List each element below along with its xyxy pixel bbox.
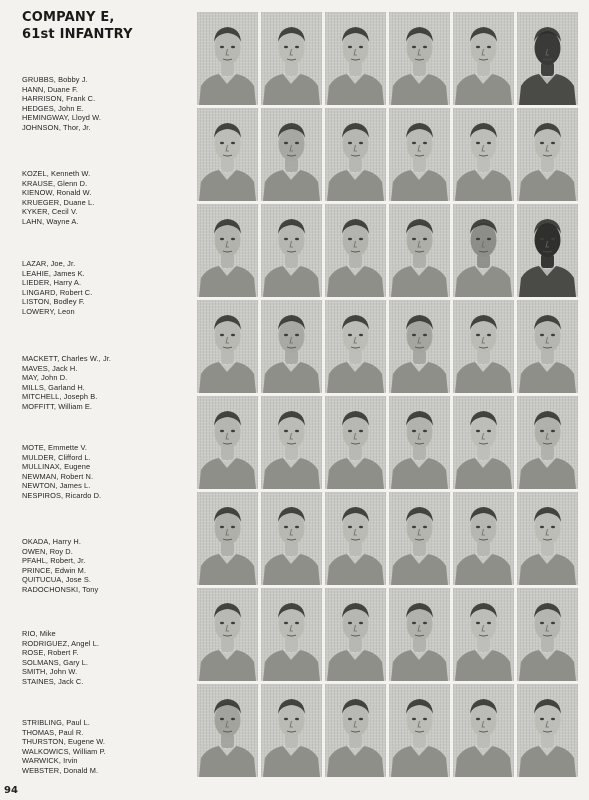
portrait-silhouette [261, 396, 322, 489]
portrait-photo [517, 396, 578, 489]
portrait-silhouette [261, 684, 322, 777]
portrait-silhouette [389, 684, 450, 777]
portrait-silhouette [197, 12, 258, 105]
portrait-silhouette [197, 684, 258, 777]
portrait-silhouette [325, 492, 386, 585]
portrait-photo [261, 204, 322, 297]
portrait-silhouette [453, 396, 514, 489]
portrait-silhouette [325, 588, 386, 681]
person-name: JOHNSON, Thor, Jr. [22, 122, 91, 132]
portrait-photo [261, 300, 322, 393]
person-name: KIENOW, Ronald W. [22, 188, 92, 198]
portrait-silhouette [261, 588, 322, 681]
person-name: PFAHL, Robert, Jr. [22, 556, 86, 566]
person-name: NEWTON, James L. [22, 481, 91, 491]
page-number: 94 [4, 785, 18, 796]
portrait-row-6 [197, 492, 581, 587]
portrait-silhouette [453, 300, 514, 393]
portrait-silhouette [197, 396, 258, 489]
portrait-photo [261, 396, 322, 489]
portrait-row-1 [197, 12, 581, 107]
person-name: LEAHIE, James K. [22, 268, 85, 278]
person-name: OWEN, Roy D. [22, 546, 73, 556]
person-name: LIEDER, Harry A. [22, 278, 82, 288]
portrait-photo [197, 204, 258, 297]
person-name: MILLS, Garland H. [22, 382, 85, 392]
portrait-silhouette [197, 204, 258, 297]
portrait-silhouette [453, 492, 514, 585]
portrait-silhouette [197, 588, 258, 681]
portrait-photo [325, 108, 386, 201]
person-name: MOTE, Emmette V. [22, 443, 87, 452]
portrait-photo [517, 588, 578, 681]
portrait-photo [261, 588, 322, 681]
person-name: PRINCE, Edwin M. [22, 565, 87, 575]
person-name: QUITUCUA, Jose S. [22, 575, 92, 585]
person-name: HEMINGWAY, Lloyd W. [22, 113, 101, 123]
portrait-row-4 [197, 300, 581, 395]
portrait-row-3 [197, 204, 581, 299]
portrait-photo [197, 492, 258, 585]
company-title-line-1: COMPANY E, [22, 10, 115, 25]
person-name: OKADA, Harry H. [22, 537, 81, 546]
portrait-photo [325, 684, 386, 777]
name-group-4 [22, 354, 192, 412]
person-name: LOWERY, Leon [22, 306, 75, 316]
portrait-photo [197, 684, 258, 777]
portrait-silhouette [517, 12, 578, 105]
person-name: ROSE, Robert F. [22, 648, 79, 658]
portrait-silhouette [453, 684, 514, 777]
portrait-photo [453, 12, 514, 105]
portrait-silhouette [453, 204, 514, 297]
portrait-photo [517, 12, 578, 105]
portrait-photo [325, 588, 386, 681]
portrait-silhouette [389, 108, 450, 201]
portrait-photo [389, 588, 450, 681]
portrait-silhouette [517, 684, 578, 777]
portrait-silhouette [197, 108, 258, 201]
portrait-silhouette [197, 300, 258, 393]
portrait-silhouette [453, 12, 514, 105]
portrait-photo [261, 684, 322, 777]
portrait-photo [517, 684, 578, 777]
name-group-2 [22, 169, 192, 227]
portrait-row-5 [197, 396, 581, 491]
person-name: HANN, Duane F. [22, 84, 79, 94]
portrait-photo [325, 204, 386, 297]
person-name: KRUEGER, Duane L. [22, 197, 95, 207]
portrait-silhouette [517, 108, 578, 201]
portrait-photo [197, 108, 258, 201]
name-group-5 [22, 443, 192, 501]
person-name: KOZEL, Kenneth W. [22, 169, 91, 178]
portrait-photo [453, 588, 514, 681]
person-name: STRIBLING, Paul L. [22, 718, 90, 727]
portrait-photo [389, 108, 450, 201]
portrait-silhouette [261, 12, 322, 105]
portrait-photo [197, 12, 258, 105]
portrait-row-2 [197, 108, 581, 203]
portrait-photo [453, 300, 514, 393]
person-name: RADOCHONSKI, Tony [22, 584, 99, 594]
person-name: HEDGES, John E. [22, 103, 84, 113]
portrait-silhouette [261, 108, 322, 201]
portrait-photo [325, 12, 386, 105]
person-name: MULLINAX, Eugene [22, 462, 91, 472]
portrait-photo [453, 396, 514, 489]
portrait-silhouette [325, 12, 386, 105]
portrait-photo [389, 492, 450, 585]
person-name: NEWMAN, Robert N. [22, 471, 94, 481]
portrait-photo [389, 300, 450, 393]
person-name: WARWICK, Irvin [22, 756, 78, 766]
person-name: KRAUSE, Glenn D. [22, 178, 88, 188]
portrait-silhouette [517, 300, 578, 393]
portrait-photo [325, 492, 386, 585]
person-name: MACKETT, Charles W., Jr. [22, 354, 112, 363]
person-name: MOFFITT, William E. [22, 401, 93, 411]
portrait-photo [197, 396, 258, 489]
portrait-photo [197, 588, 258, 681]
portrait-silhouette [389, 300, 450, 393]
person-name: LAHN, Wayne A. [22, 216, 79, 226]
name-group-1 [22, 75, 192, 133]
person-name: MAVES, Jack H. [22, 363, 78, 373]
portrait-silhouette [325, 204, 386, 297]
person-name: THURSTON, Eugene W. [22, 737, 106, 747]
portrait-silhouette [325, 396, 386, 489]
portrait-silhouette [261, 300, 322, 393]
portrait-photo [453, 492, 514, 585]
name-group-3 [22, 259, 192, 317]
portrait-photo [261, 108, 322, 201]
person-name: SMITH, John W. [22, 667, 78, 677]
portrait-silhouette [453, 588, 514, 681]
portrait-silhouette [261, 204, 322, 297]
portrait-photo [517, 300, 578, 393]
person-name: STAINES, Jack C. [22, 676, 84, 686]
person-name: RIO, Mike [22, 629, 56, 638]
person-name: MULDER, Clifford L. [22, 452, 91, 462]
name-group-6 [22, 537, 192, 595]
portrait-silhouette [389, 492, 450, 585]
person-name: KYKER, Cecil V. [22, 207, 78, 217]
portrait-row-7 [197, 588, 581, 683]
portrait-silhouette [517, 588, 578, 681]
portrait-photo [261, 492, 322, 585]
portrait-photo [389, 396, 450, 489]
name-group-8 [22, 718, 192, 776]
portrait-photo [517, 108, 578, 201]
portrait-photo [453, 204, 514, 297]
portrait-silhouette [197, 492, 258, 585]
portrait-photo [325, 396, 386, 489]
portrait-silhouette [517, 492, 578, 585]
person-name: RODRIGUEZ, Angel L. [22, 638, 100, 648]
portrait-photo [261, 12, 322, 105]
person-name: LINGARD, Robert C. [22, 287, 93, 297]
portrait-silhouette [325, 300, 386, 393]
portrait-photo [517, 204, 578, 297]
portrait-photo [197, 300, 258, 393]
portrait-silhouette [389, 588, 450, 681]
portrait-photo [389, 684, 450, 777]
person-name: LAZAR, Joe, Jr. [22, 259, 76, 268]
person-name: WALKOWICS, William P. [22, 746, 106, 756]
portrait-silhouette [517, 396, 578, 489]
person-name: LISTON, Bodley F. [22, 297, 85, 307]
name-list [22, 0, 192, 800]
person-name: NESPIROS, Ricardo D. [22, 490, 102, 500]
person-name: SOLMANS, Gary L. [22, 657, 89, 667]
portrait-photo [389, 12, 450, 105]
portrait-silhouette [325, 108, 386, 201]
portrait-photo [453, 108, 514, 201]
person-name: WEBSTER, Donald M. [22, 765, 99, 775]
portrait-row-8 [197, 684, 581, 779]
person-name: THOMAS, Paul R. [22, 727, 84, 737]
portrait-photo [389, 204, 450, 297]
portrait-silhouette [389, 204, 450, 297]
portrait-silhouette [517, 204, 578, 297]
person-name: HARRISON, Frank C. [22, 94, 96, 104]
portrait-silhouette [261, 492, 322, 585]
person-name: MITCHELL, Joseph B. [22, 392, 98, 402]
portrait-photo [517, 492, 578, 585]
name-group-7 [22, 629, 192, 687]
person-name: MAY, John D. [22, 373, 68, 383]
portrait-silhouette [325, 684, 386, 777]
company-title-line-2: 61st INFANTRY [22, 27, 133, 42]
portrait-photo [453, 684, 514, 777]
person-name: GRUBBS, Bobby J. [22, 75, 88, 84]
portrait-silhouette [389, 12, 450, 105]
portrait-photo [325, 300, 386, 393]
portrait-silhouette [389, 396, 450, 489]
portrait-silhouette [453, 108, 514, 201]
